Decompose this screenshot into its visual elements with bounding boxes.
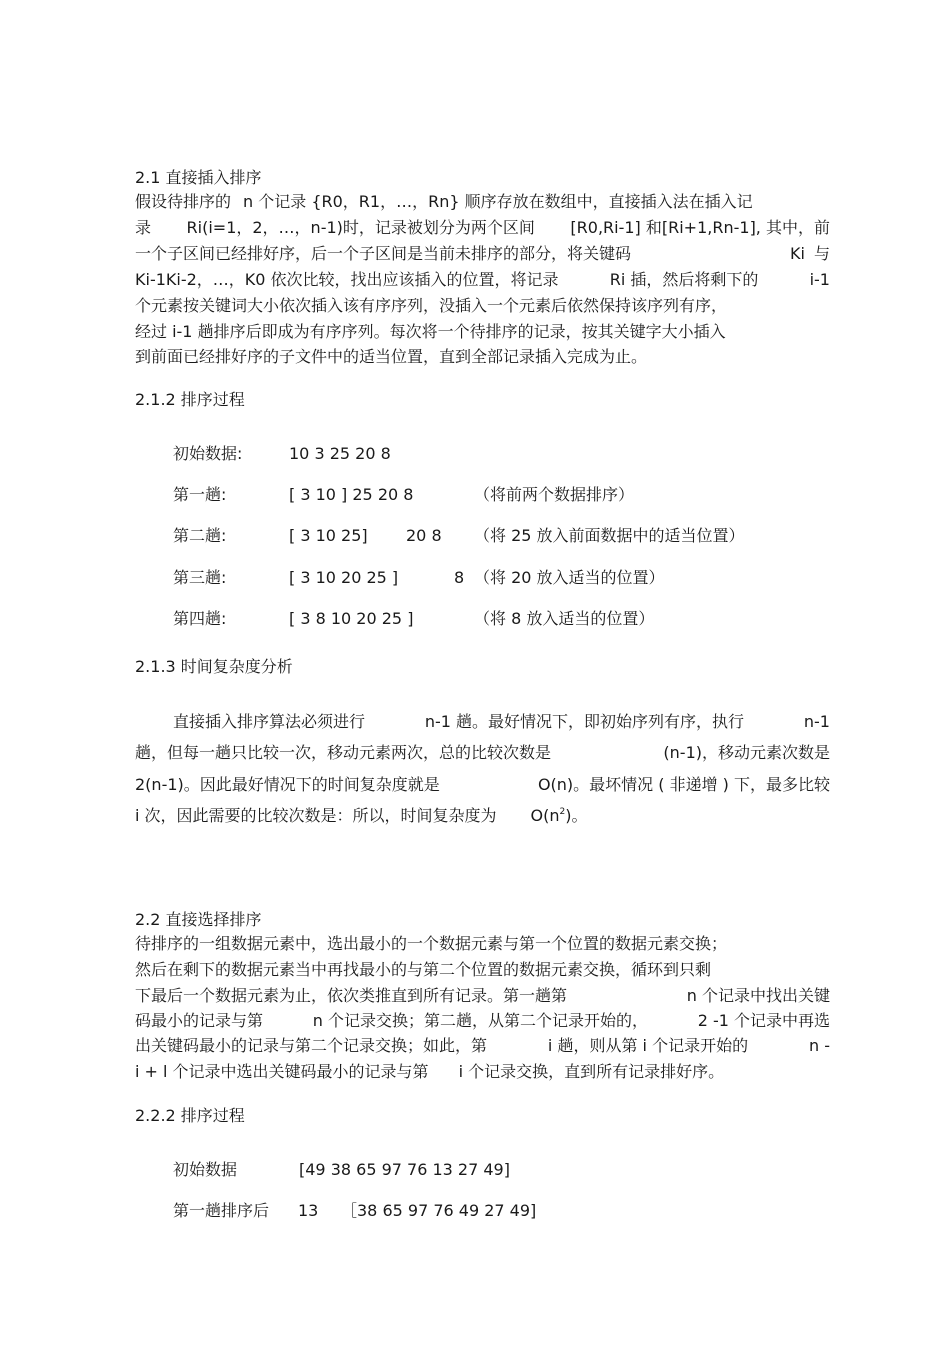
paragraph-line: 然后在剩下的数据元素当中再找最小的与第二个位置的数据元素交换，循环到只剩: [135, 960, 712, 979]
paragraph-line: 个元素按关键词大小依次插入该有序序列，没插入一个元素后依然保持该序列有序，: [135, 296, 728, 315]
paragraph-line: i 次，因此需要的比较次数是：所以，时间复杂度为 $O(n^2)$。: [135, 806, 588, 825]
paragraph-line: 下最后一个数据元素为止，依次类推直到所有记录。第一趟第 n 个记录中找出关键: [135, 986, 830, 1005]
section-heading-2-1-3: 2.1.3 时间复杂度分析: [135, 657, 293, 676]
paragraph-line: 趟，但每一趟只比较一次，移动元素两次，总的比较次数是 (n-1)，移动元素次数是: [135, 743, 830, 762]
paragraph-line: i + l 个记录中选出关键码最小的记录与第 i 个记录交换，直到所有记录排好序。: [135, 1062, 725, 1081]
paragraph-line: 到前面已经排好序的子文件中的适当位置，直到全部记录插入完成为止。: [135, 347, 648, 366]
section-heading-2-1-2: 2.1.2 排序过程: [135, 390, 245, 409]
paragraph-line: Ki-1Ki-2，…，K0 依次比较，找出应该插入的位置，将记录 Ri 插，然后将剩下的 i-1: [135, 270, 830, 289]
section-heading-2-2: 2.2 直接选择排序: [135, 910, 262, 929]
paragraph-line: 一个子区间已经排好序，后一个子区间是当前未排序的部分，将关键码 Ki 与: [135, 244, 830, 263]
paragraph-line: 直接插入排序算法必须进行 n-1 趟。最好情况下，即初始序列有序，执行 n-1: [173, 712, 830, 731]
complexity-formula: $O(n^2)$。: [530, 806, 588, 825]
paragraph-line: 码最小的记录与第 n 个记录交换；第二趟，从第二个记录开始的， 2 -1 个记录中再选: [135, 1011, 830, 1030]
paragraph-line: 录 Ri(i=1，2，…，n-1)时，记录被划分为两个区间 [R0,Ri-1] 和[Ri+1,Rn-1], 其中，前: [135, 218, 830, 237]
paragraph-line: 待排序的一组数据元素中，选出最小的一个数据元素与第一个位置的数据元素交换；: [135, 934, 728, 953]
paragraph-line: 2(n-1)。因此最好情况下的时间复杂度就是 O(n)。最坏情况 ( 非递增 ) 下，最多比较: [135, 775, 830, 794]
paragraph-line: 假设待排序的 n 个记录 {R0，R1，…，Rn} 顺序存放在数组中，直接插入法在插入记: [135, 192, 753, 211]
paragraph-line: 出关键码最小的记录与第二个记录交换；如此，第 i 趟，则从第 i 个记录开始的 n -: [135, 1036, 830, 1055]
document-page: 2.1 直接插入排序 假设待排序的 n 个记录 {R0，R1，…，Rn} 顺序存放在数组中，直接插入法在插入记 录 Ri(i=1，2，…，n-1)时，记录被划分为两个区间 [R0,Ri-1] 和[Ri+1,Rn-1], 其中，前 一个子区间已经排好序，后一个子区间是当前未排序的部分，将关键码 Ki 与 Ki-1Ki-2，…，K0 依次比较，找出应该插入的位置，将记录 Ri 插，然后将剩下的 i-1 个元素按关键词大小依次插入该有序序列，没插入一个元素后依然保持该序列有序， 经过 i-1 趟排序后即成为有序序列。每次将一个待排序的记录，按其关键字大小插入 到前面已经排好序的子文件中的适当位置，直到全部记录插入完成为止。 2.1.2 排序过程 初始数据: 10 3 25 20 8 第一趟: [ 3 10 ] 25 20 8 （将前两个数据排序） 第二趟: [ 3 10 25] 20 8 （将 25 放入前面数据中的适当位置） 第三趟: [ 3 10 20 25 ] 8 （将 20 放入适当的位置） 第四趟: [ 3 8 10 20 25 ] （将 8 放入适当的位置） 2.1.3 时间复杂度分析 直接插入排序算法必须进行 n-1 趟。最好情况下，即初始序列有序，执行 n-1 趟，但每一趟只比较一次，移动元素两次，总的比较次数是 (n-1)，移动元素次数是 2(n-1)。因此最好情况下的时间复杂度就是 O(n)。最坏情况 ( 非递增 ) 下，最多比较 i 次，因此需要的比较次数是：所以，时间复杂度为 $O(n^2)$。 2.2 直接选择排序 待排序的一组数据元素中，选出最小的一个数据元素与第一个位置的数据元素交换； 然后在剩下的数据元素当中再找最小的与第二个位置的数据元素交换，循环到只剩 下最后一个数据元素为止，依次类推直到所有记录。第一趟第 n 个记录中找出关键 码最小的记录与第 n 个记录交换；第二趟，从第二个记录开始的， 2 -1 个记录中再选 出关键码最小的记录与第二个记录交换；如此，第 i 趟，则从第 i 个记录开始的 n - i + l 个记录中选出关键码最小的记录与第 i 个记录交换，直到所有记录排好序。 2.2.2 排序过程 初始数据 [49 38 65 97 76 13 27 49] 第一趟排序后 13 ［38 65 97 76 49 27 49]: [135, 168, 830, 1220]
section-heading-2-2-2: 2.2.2 排序过程: [135, 1106, 245, 1125]
section-heading-2-1: 2.1 直接插入排序: [135, 168, 262, 187]
paragraph-line: 经过 i-1 趟排序后即成为有序序列。每次将一个待排序的记录，按其关键字大小插入: [135, 322, 726, 341]
